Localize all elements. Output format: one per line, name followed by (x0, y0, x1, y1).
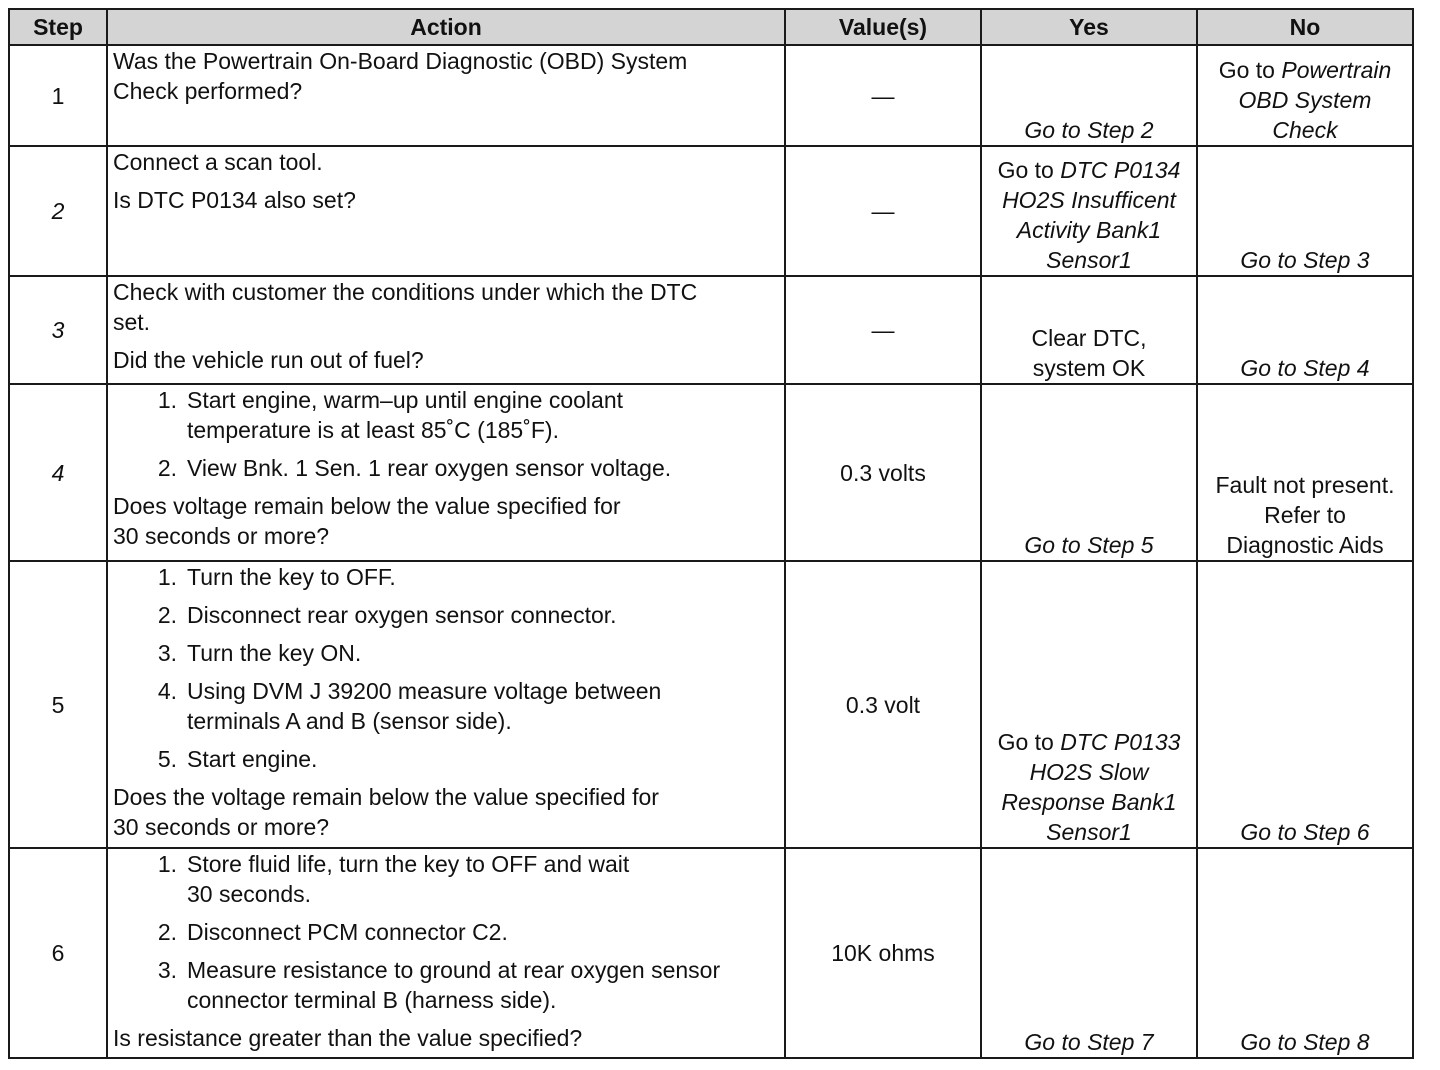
no-line: OBD System (1238, 87, 1372, 113)
header-action: Action (107, 9, 785, 45)
table-row (9, 561, 1413, 848)
no-cell: Go to Step 4 (1197, 276, 1413, 384)
step-number: 2 (9, 146, 107, 276)
yes-line: Activity Bank1 (1016, 217, 1162, 243)
step-number: 1 (9, 45, 107, 146)
no-cell (1197, 45, 1413, 146)
value-cell: — (785, 45, 981, 146)
yes-line: Go to DTC P0134 (997, 157, 1181, 183)
question-line: Does voltage remain below the value specified for (113, 493, 621, 519)
value-cell: 0.3 volts (785, 384, 981, 561)
list-item: 1. Start engine, warm–up until engine coolant temperature is at least 85˚C (185˚F). (157, 387, 624, 443)
no-cell: Go to Step 6 (1197, 561, 1413, 848)
yes-cell (981, 146, 1197, 276)
list-item: 2. Disconnect rear oxygen sensor connector. (157, 602, 617, 628)
question-line: Does the voltage remain below the value specified for (113, 784, 659, 810)
yes-line: HO2S Insufficent (1002, 187, 1176, 213)
list-item: 2. View Bnk. 1 Sen. 1 rear oxygen sensor voltage. (157, 455, 672, 481)
action-cell (107, 276, 785, 384)
no-line: Fault not present. (1215, 472, 1395, 498)
yes-line: Response Bank1 (1001, 789, 1177, 815)
no-cell: Go to Step 8 (1197, 848, 1413, 1058)
value-cell: — (785, 276, 981, 384)
list-item: 1. Store fluid life, turn the key to OFF and wait 30 seconds. (157, 851, 630, 907)
table-row (9, 384, 1413, 561)
action-line: Is DTC P0134 also set? (113, 187, 356, 213)
yes-cell: Go to Step 7 (981, 848, 1197, 1058)
table-row (9, 276, 1413, 384)
list-item: 1. Turn the key to OFF. (157, 564, 396, 590)
value-cell: — (785, 146, 981, 276)
header-no: No (1197, 9, 1413, 45)
list-item: 5. Start engine. (157, 746, 318, 772)
table-row (9, 146, 1413, 276)
yes-cell (981, 276, 1197, 384)
action-line: Check performed? (113, 78, 303, 104)
yes-line: Sensor1 (1046, 247, 1132, 273)
yes-cell: Go to Step 5 (981, 384, 1197, 561)
no-line: Diagnostic Aids (1226, 532, 1384, 558)
header-row (9, 9, 1413, 45)
value-cell: 10K ohms (785, 848, 981, 1058)
table-row (9, 45, 1413, 146)
yes-line: HO2S Slow (1029, 759, 1149, 785)
header-yes: Yes (981, 9, 1197, 45)
question-line: 30 seconds or more? (113, 523, 330, 549)
action-cell (107, 146, 785, 276)
no-line: Refer to (1264, 502, 1346, 528)
action-line: set. (113, 309, 151, 335)
yes-line: Sensor1 (1046, 819, 1132, 845)
table-row (9, 848, 1413, 1058)
step-number: 6 (9, 848, 107, 1058)
step-number: 4 (9, 384, 107, 561)
list-item: 3. Turn the key ON. (157, 640, 362, 666)
step-number: 5 (9, 561, 107, 848)
header-step: Step (9, 9, 107, 45)
action-line: Did the vehicle run out of fuel? (113, 347, 424, 373)
list-item: 4. Using DVM J 39200 measure voltage between terminals A and B (sensor side). (157, 678, 662, 734)
action-cell (107, 561, 785, 848)
action-cell (107, 848, 785, 1058)
no-line: Check (1272, 117, 1338, 143)
action-line: Check with customer the conditions under which the DTC (113, 279, 698, 305)
header-values: Value(s) (785, 9, 981, 45)
yes-line: Clear DTC, (1031, 325, 1147, 351)
action-line: Was the Powertrain On-Board Diagnostic (OBD) System (113, 48, 688, 74)
step-number: 3 (9, 276, 107, 384)
no-cell (1197, 384, 1413, 561)
value-cell: 0.3 volt (785, 561, 981, 848)
yes-line: Go to DTC P0133 (997, 729, 1181, 755)
action-line: Connect a scan tool. (113, 149, 323, 175)
list-item: 3. Measure resistance to ground at rear oxygen sensor connector terminal B (harness side). (157, 957, 721, 1013)
action-cell (107, 45, 785, 146)
yes-cell (981, 561, 1197, 848)
question-line: Is resistance greater than the value specified? (113, 1025, 583, 1051)
yes-line: system OK (1032, 355, 1146, 381)
diagnostic-table (8, 8, 1414, 1059)
no-cell: Go to Step 3 (1197, 146, 1413, 276)
list-item: 2. Disconnect PCM connector C2. (157, 919, 508, 945)
question-line: 30 seconds or more? (113, 814, 330, 840)
action-cell (107, 384, 785, 561)
yes-cell: Go to Step 2 (981, 45, 1197, 146)
no-line: Go to Powertrain (1218, 57, 1392, 83)
